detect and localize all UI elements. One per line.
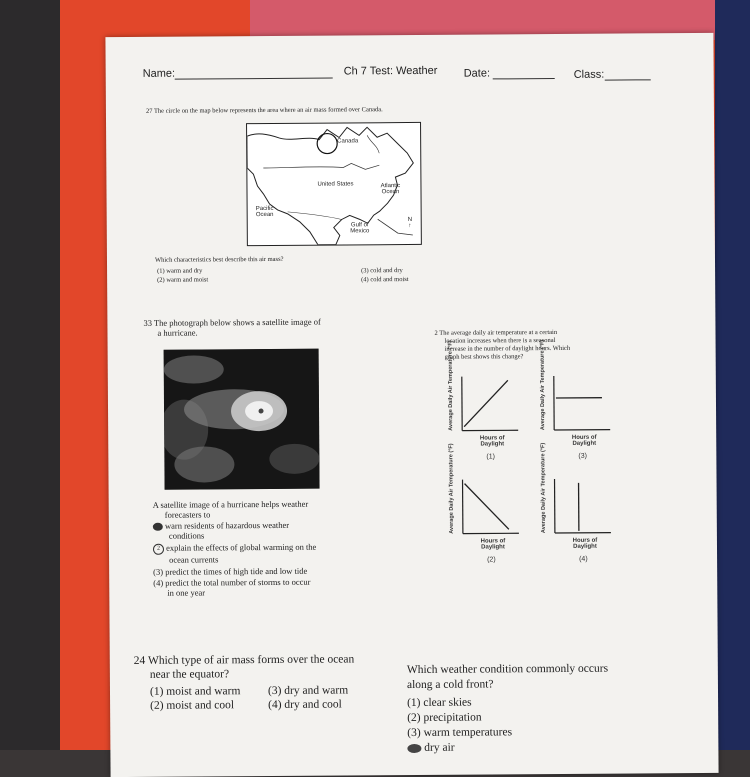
qfront-option-4 — [407, 741, 454, 755]
q33-option-2 — [153, 542, 316, 565]
q33-option-3: (3) predict the times of high tide and low tide — [153, 566, 307, 577]
graph-axes — [543, 477, 613, 537]
qfront-option-2: (2) precipitation — [407, 711, 482, 726]
name-field — [143, 67, 333, 80]
background-right — [715, 0, 750, 750]
graph-number: (4) — [579, 556, 588, 563]
qfront-option-4-label: dry air — [424, 742, 454, 754]
background-left — [0, 0, 60, 750]
class-label: Class: — [574, 69, 605, 81]
graph-y-label: Average Daily Air Temperature (°F) — [540, 374, 546, 430]
q2-prompt-line1: 2 The average daily air temperature at a certain — [434, 329, 624, 338]
q33-prompt-line2: a hurricane. — [157, 327, 197, 337]
q24-prompt-line1: 24 Which type of air mass forms over the ocean — [134, 652, 355, 668]
q33-option-4-label: (4) predict the total number of storms to occur — [153, 577, 310, 588]
graph-x-label: Hours of Daylight — [563, 538, 607, 550]
graph-number: (2) — [487, 556, 496, 563]
q33-option-1-label: warn residents of hazardous weather — [165, 520, 289, 531]
graph-y-label: Average Daily Air Temperature (°F) — [541, 477, 547, 533]
qfront-option-1: (1) clear skies — [407, 696, 472, 710]
q2-graph-3 — [451, 477, 522, 567]
filled-bubble-icon — [153, 523, 163, 531]
q24-option-4: (4) dry and cool — [268, 697, 342, 712]
page-title: Ch 7 Test: Weather — [344, 65, 438, 78]
q33-option-1 — [153, 520, 289, 541]
hurricane-satellite-photo — [164, 349, 320, 490]
qfront-option-3: (3) warm temperatures — [407, 725, 512, 740]
graph-x-label: Hours of Daylight — [470, 435, 514, 447]
q24-option-3: (3) dry and warm — [268, 683, 348, 698]
hurricane-image — [164, 349, 320, 490]
q27-option-2: (2) warm and moist — [157, 276, 208, 284]
q33-option-2-label: explain the effects of global warming on the — [166, 542, 316, 553]
q33-option-1-cont: conditions — [153, 531, 204, 541]
q33-prompt-line1: 33 The photograph below shows a satellite image of — [143, 317, 320, 328]
q27-question: Which characteristics best describe this air mass? — [155, 256, 284, 265]
graph-x-label: Hours of Daylight — [471, 538, 515, 550]
q2-prompt-line2: location increases when there is a seasonal — [435, 337, 625, 346]
north-arrow: N ↑ — [408, 217, 412, 229]
q2-prompt-line4: graph best shows this change? — [435, 353, 625, 362]
q24-option-2: (2) moist and cool — [150, 698, 234, 713]
north-label: N — [408, 217, 412, 223]
name-blank — [175, 78, 333, 80]
map-label-atlantic: Atlantic Ocean — [375, 183, 405, 195]
graph-number: (1) — [486, 453, 495, 460]
q24-prompt-line2: near the equator? — [150, 667, 229, 682]
graph-line — [465, 483, 509, 529]
q33-question-line1: A satellite image of a hurricane helps weather — [153, 499, 309, 510]
q24-option-1: (1) moist and warm — [150, 684, 240, 699]
map-label-gulf: Gulf of Mexico — [346, 222, 374, 234]
class-blank — [604, 79, 650, 80]
name-label: Name: — [143, 68, 175, 80]
qfront-prompt-line2: along a cold front? — [407, 677, 494, 692]
date-blank — [493, 78, 555, 79]
graph-y-label: Average Daily Air Temperature (°F) — [449, 478, 455, 534]
q27-prompt: 27 The circle on the map below represents the area where an air mass formed over Canada. — [146, 105, 566, 116]
q27-option-3: (3) cold and dry — [361, 267, 403, 275]
crossed-bubble-icon: 2 — [153, 543, 164, 554]
north-america-map — [246, 122, 422, 246]
q33-option-2-cont: ocean currents — [153, 554, 218, 564]
graph-y-label: Average Daily Air Temperature (°F) — [448, 375, 454, 431]
date-field — [464, 67, 555, 80]
q33-option-4 — [153, 577, 310, 598]
graph-axes — [542, 374, 612, 434]
map-label-canada: Canada — [337, 138, 358, 144]
filled-bubble-icon — [407, 744, 421, 753]
q33-option-4-cont: in one year — [153, 587, 205, 597]
q2-prompt — [434, 329, 624, 362]
q2-graph-1 — [450, 374, 521, 464]
map-label-pacific: Pacific Ocean — [250, 206, 280, 218]
worksheet-page — [105, 33, 718, 777]
q33-question-line2: forecasters to — [165, 509, 211, 519]
q2-prompt-line3: increase in the number of daylight hours. Which — [435, 345, 625, 354]
graph-line — [464, 380, 508, 426]
q2-graph-2 — [542, 374, 613, 464]
date-label: Date: — [464, 67, 490, 79]
graph-number: (3) — [578, 453, 587, 460]
map-label-usa: United States — [317, 181, 353, 187]
q2-graph-4 — [543, 477, 614, 567]
q27-option-4: (4) cold and moist — [361, 276, 409, 284]
graph-axes — [450, 374, 520, 434]
qfront-prompt-line1: Which weather condition commonly occurs — [407, 662, 608, 677]
graph-x-label: Hours of Daylight — [562, 435, 606, 447]
graph-axes — [451, 477, 521, 537]
class-field — [574, 68, 651, 81]
q27-option-1: (1) warm and dry — [157, 267, 202, 275]
